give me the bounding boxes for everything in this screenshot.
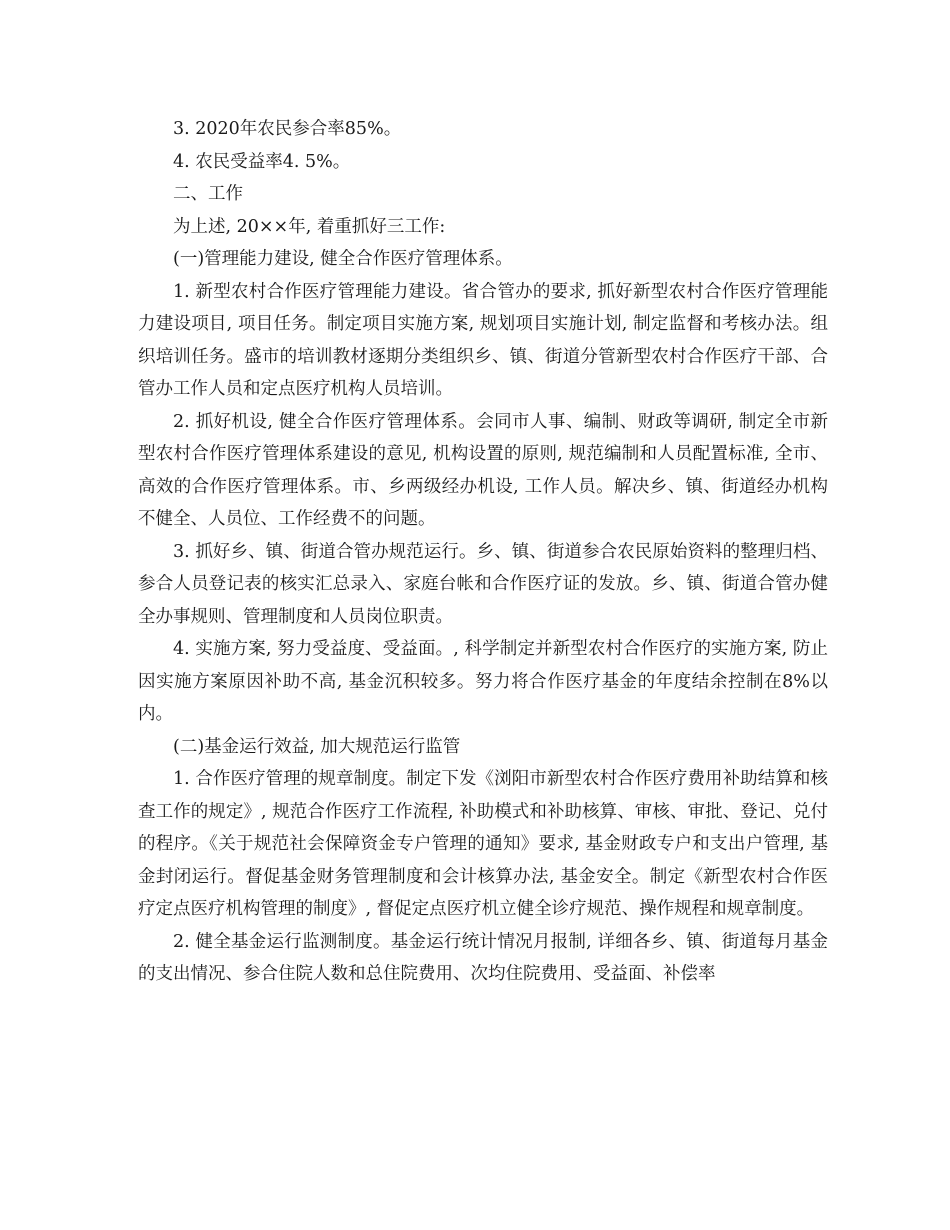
section-heading-work: 二、工作	[173, 184, 243, 204]
paragraph-item-2-1: 1. 合作医疗管理的规章制度。制定下发《浏阳市新型农村合作医疗费用补助结算和核查工作的规定》, 规范合作医疗工作流程, 补助模式和补助核算、审核、审批、登记、兑付的程序。《关于规范社会保障资金专户管理的通知》要求, 基金财政专户和支出户管理, 基金封闭运行。督促基金财务管理制度和会计核算办法, 基金安全。制定《新型农村合作医疗定点医疗机构管理的制度》, 督促定点医疗机立健全诊疗规范、操作规程和规章制度。	[138, 769, 828, 919]
paragraph-item-1-1: 1. 新型农村合作医疗管理能力建设。省合管办的要求, 抓好新型农村合作医疗管理能力建设项目, 项目任务。制定项目实施方案, 规划项目实施计划, 制定监督和考核办法。组织培训任务。盛市的培训教材逐期分类组织乡、镇、街道分管新型农村合作医疗干部、合管办工作人员和定点医疗机构人员培训。	[138, 281, 828, 399]
paragraph-item-1-2: 2. 抓好机设, 健全合作医疗管理体系。会同市人事、编制、财政等调研, 制定全市新型农村合作医疗管理体系建设的意见, 机构设置的原则, 规范编制和人员配置标准, 全市、高效的合作医疗管理体系。市、乡两级经办机设, 工作人员。解决乡、镇、街道经办机构不健全、人员位、工作经费不的问题。	[138, 411, 828, 529]
subsection-heading-1: (一)管理能力建设, 健全合作医疗管理体系。	[173, 249, 513, 269]
paragraph-item-1-4: 4. 实施方案, 努力受益度、受益面。, 科学制定并新型农村合作医疗的实施方案, 防止因实施方案原因补助不高, 基金沉积较多。努力将合作医疗基金的年度结余控制在8%以内。	[138, 639, 828, 724]
paragraph-intro: 为上述, 20××年, 着重抓好三工作:	[173, 216, 446, 237]
paragraph-item-1-3: 3. 抓好乡、镇、街道合管办规范运行。乡、镇、街道参合农民原始资料的整理归档、参合人员登记表的核实汇总录入、家庭台帐和合作医疗证的发放。乡、镇、街道合管办健全办事规则、管理制度和人员岗位职责。	[138, 541, 828, 627]
document-body	[138, 113, 828, 991]
paragraph-target-4: 4. 农民受益率4. 5%。	[173, 151, 351, 172]
paragraph-target-3: 3. 2020年农民参合率85%。	[173, 119, 402, 139]
subsection-heading-2: (二)基金运行效益, 加大规范运行监管	[173, 736, 461, 757]
paragraph-item-2-2: 2. 健全基金运行监测制度。基金运行统计情况月报制, 详细各乡、镇、街道每月基金的支出情况、参合住院人数和总住院费用、次均住院费用、受益面、补偿率	[138, 931, 828, 984]
